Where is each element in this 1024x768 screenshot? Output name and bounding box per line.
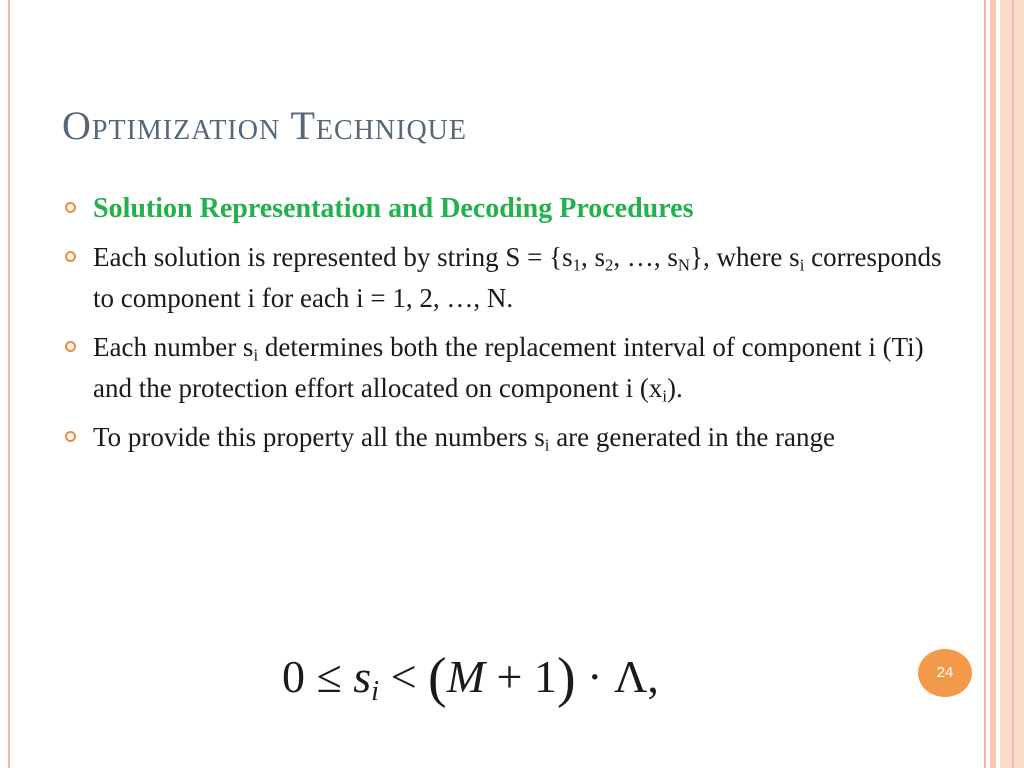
bullet-text: Solution Representation and Decoding Procedures	[93, 193, 694, 224]
page-number-badge: 24	[918, 649, 972, 697]
bullet-text: Each solution is represented by string S = {s	[93, 242, 573, 272]
bullet-text: are generated in the range	[549, 422, 836, 452]
bullet-item	[62, 237, 962, 319]
bullet-text: Each number s	[93, 332, 254, 362]
bullet-text: corresponds to component i for each i = 1, 2, …, N.	[93, 242, 942, 313]
bullet-marker-icon	[65, 431, 76, 442]
formula-lambda: Λ,	[613, 651, 659, 702]
bullet-text: To provide this property all the numbers s	[93, 422, 545, 452]
bullet-item	[62, 417, 962, 458]
formula-open-paren: (	[428, 647, 447, 709]
bullet-marker-icon	[65, 251, 76, 262]
slide-frame-right-stripe	[990, 0, 996, 768]
formula-sub-i: i	[371, 675, 380, 707]
subscript: i	[799, 255, 805, 275]
formula-leq: ≤	[316, 651, 342, 702]
bullet-heading	[62, 188, 962, 229]
formula-dot: ·	[587, 651, 603, 702]
subscript: 2	[605, 255, 614, 275]
formula-zero: 0	[282, 651, 305, 702]
slide-frame-right-stripe	[1012, 0, 1014, 768]
bullet-marker-icon	[65, 202, 76, 213]
formula-subscript	[371, 676, 379, 707]
subscript: i	[662, 386, 667, 406]
slide-title: Optimization Technique	[62, 103, 467, 148]
formula-plus-one: + 1	[485, 651, 557, 702]
bullet-text: ).	[666, 373, 683, 403]
subscript: i	[544, 435, 550, 455]
range-formula	[282, 646, 659, 710]
bullet-list	[62, 188, 962, 466]
bullet-item	[62, 327, 962, 409]
bullet-marker-icon	[65, 341, 76, 352]
bullet-text: determines both the replacement interval of component i (Ti) and the protection effort allocated on component i (x	[93, 332, 924, 403]
bullet-text: }, where s	[690, 242, 800, 272]
subscript: 1	[572, 255, 581, 275]
slide-frame-left	[8, 0, 10, 768]
formula-M: M	[446, 651, 486, 702]
formula-s: s	[353, 651, 372, 702]
formula-close-paren: )	[556, 647, 576, 709]
subscript: N	[677, 255, 690, 275]
slide-frame-right-stripe	[984, 0, 986, 768]
subscript: i	[253, 345, 259, 365]
formula-lt: <	[390, 651, 417, 702]
bullet-text: , s	[581, 242, 606, 272]
bullet-text: , …, s	[613, 242, 678, 272]
